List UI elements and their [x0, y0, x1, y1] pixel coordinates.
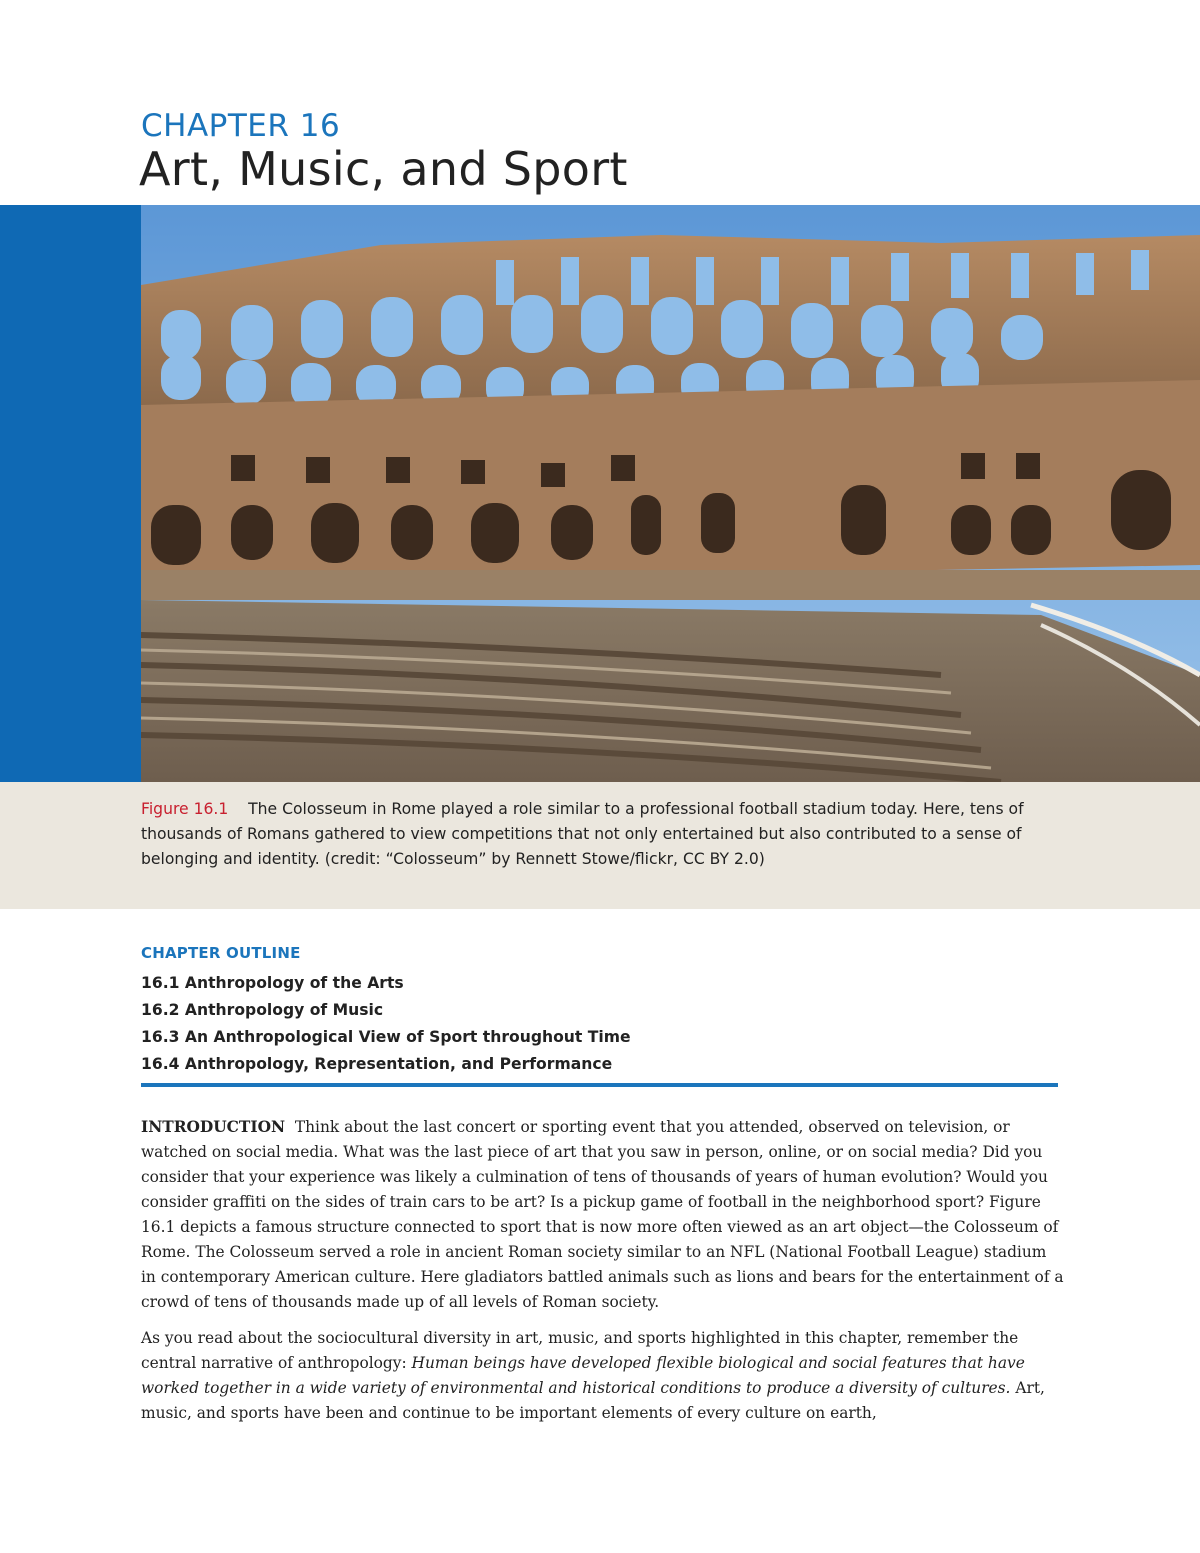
intro-paragraph-2-end: Art, music, and sports have been and continue to be important elements of every culture on earth, — [141, 1379, 1045, 1422]
chapter-opener-photo — [141, 205, 1200, 782]
outline-item[interactable]: 16.2 Anthropology of Music — [141, 1001, 384, 1019]
intro-paragraph-1-text: Think about the last concert or sporting event that you attended, observed on television, or watched on social media. What was the last piece of art that you saw in person, online, or on social media? Did you consider that your experience was likely a culmination of tens of thousands of years of human evolution? Would you consider graffiti on the sides of train cars to be art? Is a pickup game of football in the neighborhood sport? Figure 16.1 depicts a famous structure connected to sport that is now more often viewed as an art object—the Colosseum of Rome. The Colosseum served a role in ancient Roman society similar to an NFL (National Football League) stadium in contemporary American culture. Here gladiators battled animals such as lions and bears for the entertainment of a crowd of tens of thousands made up of all levels of Roman society. — [141, 1118, 1064, 1311]
chapter-outline-heading: CHAPTER OUTLINE — [141, 944, 301, 962]
figure-label: Figure 16.1 — [141, 800, 229, 818]
introduction — [141, 1115, 1066, 1437]
outline-divider — [141, 1083, 1058, 1087]
intro-lead-in: INTRODUCTION — [141, 1118, 286, 1136]
chapter-outline — [141, 942, 1061, 1078]
outline-item[interactable]: 16.1 Anthropology of the Arts — [141, 974, 404, 992]
chapter-title: Art, Music, and Sport — [139, 142, 628, 196]
intro-paragraph-2-start: As you read about the sociocultural diversity in art, music, and sports highlighted in this chapter, remember the central narrative of anthropology: — [141, 1329, 1019, 1372]
intro-paragraph-2-italic: Human beings have developed flexible biological and social features that have worked together in a wide variety of environmental and historical conditions to produce a diversity of cultures. — [141, 1354, 1025, 1397]
outline-item[interactable]: 16.3 An Anthropological View of Sport throughout Time — [141, 1028, 631, 1046]
intro-paragraph-1 — [141, 1115, 1066, 1315]
figure-caption-text: The Colosseum in Rome played a role similar to a professional football stadium today. Here, tens of thousands of Romans gathered to view competitions that not only entertained but also contributed to a sense of belonging and identity. (credit: “Colosseum” by Rennett Stowe/flickr, CC BY 2.0) — [141, 800, 1024, 868]
chapter-label: CHAPTER 16 — [141, 108, 341, 144]
figure-caption — [141, 797, 1061, 872]
chapter-accent-bar — [0, 205, 141, 782]
outline-item[interactable]: 16.4 Anthropology, Representation, and Performance — [141, 1055, 613, 1073]
intro-paragraph-2 — [141, 1326, 1066, 1426]
